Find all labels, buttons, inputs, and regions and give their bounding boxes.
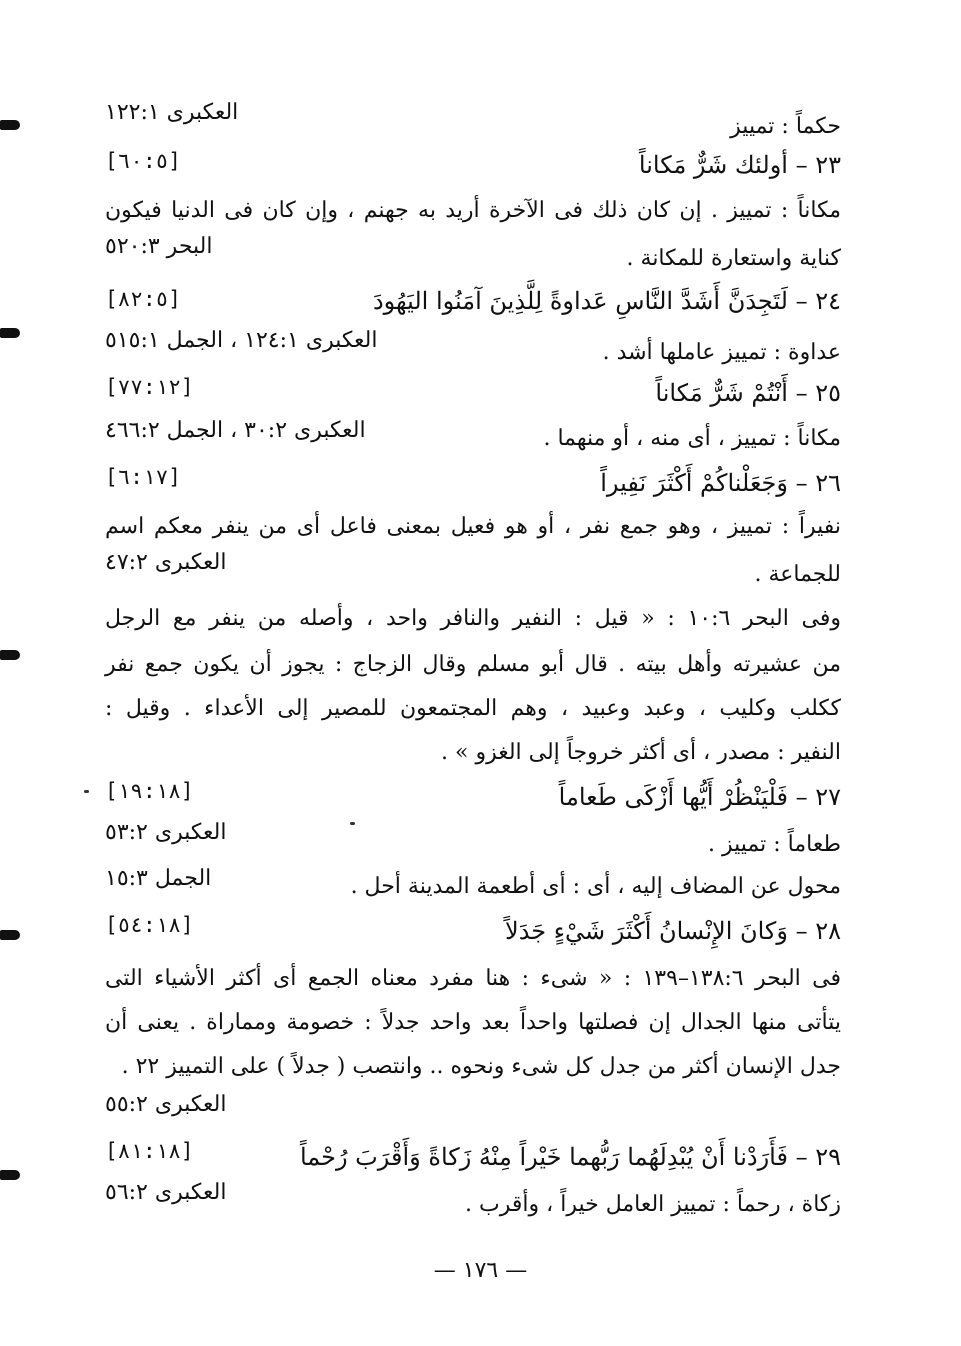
reference: العكبرى ٥٦:٢ <box>105 1180 227 1205</box>
binding-mark <box>0 930 20 940</box>
verse-reference: [٦٠:٥] <box>105 149 181 173</box>
verse-line: ٢٦ – وَجَعَلْناكُمْ أَكْثَرَ نَفِيراً <box>600 469 841 497</box>
text-line: كناية واستعارة للمكانة . <box>626 246 841 271</box>
verse-reference: [٦:١٧] <box>105 465 181 489</box>
verse-line: ٢٧ – فَلْيَنْظُرْ أَيُّها أَزْكَى طَعاماً <box>558 783 841 811</box>
reference: البحر ٥٢٠:٣ <box>105 234 213 259</box>
verse-reference: [٥٤:١٨] <box>105 913 194 937</box>
verse-line: ٢٥ – أَنْتُمْ شَرٌّ مَكاناً <box>655 379 841 407</box>
reference: العكبرى ٥٣:٢ <box>105 820 227 845</box>
speck <box>84 790 89 793</box>
reference: الجمل ١٥:٣ <box>105 866 212 891</box>
reference: العكبرى ١٢٢:١ <box>105 100 239 125</box>
verse-reference: [٨٢:٥] <box>105 287 181 311</box>
speck <box>350 822 355 825</box>
text-line: للجماعة . <box>754 562 841 587</box>
binding-mark <box>0 1170 20 1180</box>
text-line: وفى البحر ١٠:٦ : « قيل : النفير والنافر واحد ، وأصله من ينفر مع الرجل <box>105 606 841 631</box>
text-line: عداوة : تمييز عاملها أشد . <box>602 340 841 365</box>
reference: العكبرى ١٢٤:١ ، الجمل ٥١٥:١ <box>105 328 378 353</box>
verse-reference: [٨١:١٨] <box>105 1139 194 1163</box>
text-line: مكاناً : تمييز ، أى منه ، أو منهما . <box>543 426 841 451</box>
page-number: — ١٧٦ — <box>433 1258 528 1283</box>
text-line: طعاماً : تمييز . <box>708 832 841 857</box>
text-line: محول عن المضاف إليه ، أى : أى أطعمة المدينة أحل . <box>350 874 841 899</box>
text-line: مكاناً : تمييز . إن كان ذلك فى الآخرة أريد به جهنم ، وإن كان فى الدنيا فيكون <box>105 198 841 223</box>
verse-line: ٢٨ – وَكانَ الإِنْسانُ أَكْثَرَ شَيْءٍ جَدَلاً <box>505 917 841 945</box>
verse-line: ٢٩ – فَأَرَدْنا أَنْ يُبْدِلَهُما رَبُّهما خَيْراً مِنْهُ زَكاةً وَأَقْرَبَ رُحْماً <box>299 1143 841 1171</box>
verse-line: ٢٣ – أولئك شَرٌّ مَكاناً <box>638 151 841 179</box>
text-line: نفيراً : تمييز ، وهو جمع نفر ، أو هو فعيل بمعنى فاعل أى من ينفر معكم اسم <box>105 514 841 539</box>
text-line: زكاة ، رحماً : تمييز العامل خيراً ، وأقرب . <box>465 1192 841 1217</box>
verse-line: ٢٤ – لَتَجِدَنَّ أَشَدَّ النَّاسِ عَداوةً لِلَّذِينَ آمَنُوا اليَهُودَ <box>372 287 841 315</box>
binding-mark <box>0 650 20 660</box>
reference: العكبرى ٤٧:٢ <box>105 550 227 575</box>
text-line: فى البحر ١٣٨:٦–١٣٩ : « شىء : هنا مفرد معناه الجمع أى أكثر الأشياء التى <box>105 966 841 991</box>
binding-mark <box>0 328 20 338</box>
reference: العكبرى ٣٠:٢ ، الجمل ٤٦٦:٢ <box>105 418 366 443</box>
text-line: جدل الإنسان أكثر من جدل كل شىء ونحوه .. وانتصب ( جدلاً ) على التمييز ٢٢ . <box>121 1054 841 1079</box>
binding-mark <box>0 120 20 130</box>
text-line: يتأتى منها الجدال إن فصلتها واحداً بعد واحد جدلاً : خصومة ومماراة . يعنى أن <box>105 1010 841 1035</box>
text-line: ككلب وكليب ، وعبد وعبيد ، وهم المجتمعون للمصير إلى الأعداء . وقيل : <box>105 696 841 721</box>
verse-reference: [٧٧:١٢] <box>105 375 194 399</box>
verse-reference: [١٩:١٨] <box>105 779 194 803</box>
reference: العكبرى ٥٥:٢ <box>105 1092 227 1117</box>
text-line: من عشيرته وأهل بيته . قال أبو مسلم وقال الزجاج : يجوز أن يكون جمع نفر <box>105 652 841 677</box>
text-line: النفير : مصدر ، أى أكثر خروجاً إلى الغزو » . <box>441 740 841 765</box>
text-line: حكماً : تمييز <box>730 114 841 139</box>
